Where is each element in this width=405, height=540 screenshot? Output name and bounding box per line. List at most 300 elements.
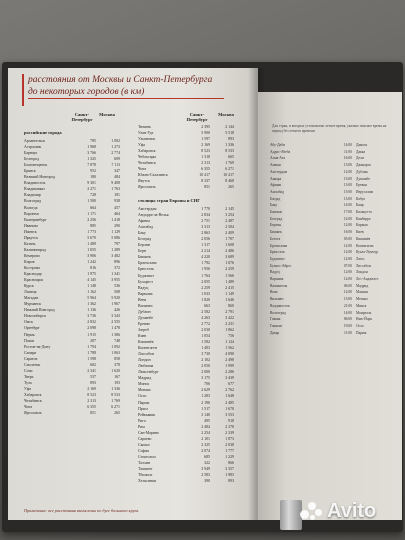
distance-spb: 2 834 (201, 213, 210, 218)
city-name: Иркутск (24, 235, 38, 240)
distance-spb: 8 523 (201, 149, 210, 154)
city-name: Вильнюс (270, 297, 284, 302)
title-line-1: расстояния от Москвы и Санкт-Петербурга (28, 75, 213, 85)
city-name: Белград (138, 237, 152, 242)
distance-spb: 1 171 (87, 211, 96, 216)
city-name: Мурманск (24, 302, 42, 307)
time-row (270, 249, 396, 256)
city-name: Бухарест (138, 279, 153, 284)
local-time: 16:00 (343, 230, 352, 235)
city-name: Ереван (138, 321, 150, 326)
right-page-intro: Для стран, в которых установлено летнее время, указано поясное время на период без летнего времени (272, 124, 387, 133)
distance-msk: 2 378 (225, 424, 234, 429)
local-time: 16:00 (343, 156, 352, 161)
distance-msk: 1 670 (225, 406, 234, 411)
city-name: Монако (138, 388, 151, 393)
distance-msk: 1 562 (225, 346, 234, 351)
distance-msk: 457 (114, 205, 120, 210)
city-name: Новосибирск (24, 314, 47, 319)
city-name: Уфа (138, 143, 146, 148)
distance-spb: 1 242 (87, 259, 96, 264)
distance-msk: 10 417 (223, 173, 234, 178)
city-name: Дублин (138, 309, 151, 314)
distance-spb: 1 788 (87, 350, 96, 355)
distance-spb: 10 417 (199, 173, 210, 178)
distance-spb: 1 975 (87, 272, 96, 277)
city-name-2: Кишинёв (356, 236, 371, 241)
distance-spb: 1 055 (87, 247, 96, 252)
city-name: Осло (138, 394, 147, 399)
city-name: Копенгаген (138, 346, 157, 351)
distance-msk: 5 518 (225, 131, 234, 136)
distance-spb: 2 772 (201, 321, 210, 326)
distance-msk: 1 336 (225, 143, 234, 148)
distance-msk: 2 791 (225, 309, 234, 314)
distance-msk: 2 774 (111, 151, 120, 156)
distance-spb: 3 313 (201, 225, 210, 230)
city-name: Курск (24, 284, 34, 289)
city-name: Киров (24, 259, 35, 264)
distance-spb: 3 140 (201, 412, 210, 417)
distance-msk: 2 762 (225, 388, 234, 393)
distance-spb: 1 770 (201, 207, 210, 211)
time-row (270, 323, 396, 330)
col-header-msk-2: Москва (218, 112, 234, 117)
city-name: Брюссель (270, 250, 285, 255)
distance-spb: 663 (204, 303, 210, 308)
time-row (270, 169, 396, 176)
distance-spb: 1 500 (87, 199, 96, 204)
distance-spb: 1 598 (87, 356, 96, 361)
distance-msk: 893 (228, 137, 234, 142)
city-name: Вадуц (138, 285, 149, 290)
time-row (270, 289, 396, 296)
distance-spb: 322 (204, 460, 210, 465)
russian-cities-list-2 (138, 124, 234, 191)
city-name: Люблина (138, 364, 154, 369)
time-row (270, 303, 396, 310)
city-name: Брюссель (138, 267, 155, 272)
local-time: 12:00 (343, 243, 352, 248)
distance-msk: 2 145 (225, 207, 234, 211)
distance-msk: 1 489 (225, 279, 234, 284)
city-name: Южно-Сахалинск (138, 173, 168, 178)
distance-msk: 3 357 (225, 467, 234, 472)
city-name: Краснодар (24, 272, 42, 277)
distance-spb: 2 050 (201, 364, 210, 369)
distance-msk: 1 129 (111, 229, 120, 234)
distance-msk: 8 533 (111, 392, 120, 397)
distance-spb: 1 325 (87, 157, 96, 162)
city-name-2: Каракас (356, 223, 369, 228)
city-name: Богота (270, 236, 281, 241)
city-name: Хабаровск (138, 149, 156, 154)
city-name-2: Нью-Йорк (356, 317, 373, 322)
distance-msk: 1 862 (225, 327, 234, 332)
city-name: Ижевск (24, 229, 37, 234)
city-name-2: Калькутта (356, 210, 372, 215)
local-time: 06:00 (343, 283, 352, 288)
time-row (270, 256, 396, 263)
city-name: Душанбе (138, 315, 154, 320)
left-page (8, 68, 258, 520)
distance-msk: 8 533 (225, 149, 234, 154)
local-time: 12:00 (343, 169, 352, 174)
col-header-spb-2: Санкт-Петербург (186, 112, 208, 122)
col-header-spb: Санкт-Петербург (71, 112, 93, 122)
local-time: 12:00 (343, 216, 352, 221)
time-row (270, 189, 396, 196)
distance-spb: 2 101 (201, 436, 210, 441)
city-name: Вологда (24, 205, 38, 210)
city-name: Амман (270, 163, 281, 168)
distance-spb: 3 175 (201, 376, 210, 381)
distance-msk: 347 (114, 169, 120, 174)
distance-msk: 2 339 (225, 430, 234, 435)
distance-spb: 1 915 (87, 332, 96, 337)
section-europe-capitals: столицы стран Европы и СНГ (138, 198, 201, 203)
local-time: 13:00 (343, 176, 352, 181)
distance-msk: 508 (114, 290, 120, 295)
distance-msk: 1 873 (225, 436, 234, 441)
distance-spb: 893 (90, 380, 96, 385)
city-name: Владикавказ (24, 187, 45, 192)
local-time: 14:00 (343, 143, 352, 147)
distance-spb: 2 196 (201, 400, 210, 405)
city-name: Вильнюс (138, 303, 154, 308)
distance-spb: 2 030 (201, 327, 210, 332)
time-row (270, 296, 396, 303)
distance-spb: 2 582 (201, 309, 210, 314)
distance-spb: 1 054 (201, 333, 210, 338)
distance-msk: 665 (228, 155, 234, 160)
city-name: Тюмень (138, 125, 152, 129)
distance-msk: 1 478 (111, 326, 120, 331)
distance-msk: 1 620 (111, 368, 120, 373)
distance-spb: 2 169 (201, 143, 210, 148)
city-name: Чита (138, 167, 147, 172)
distance-spb: 1 317 (201, 243, 210, 248)
table-row (138, 184, 234, 190)
distance-msk: 2 231 (225, 321, 234, 326)
distance-msk: 1 124 (225, 340, 234, 345)
russian-cities-list (24, 138, 120, 416)
distance-spb: 3 730 (201, 352, 210, 357)
distance-msk: 2 498 (225, 358, 234, 363)
distance-msk: 893 (228, 479, 234, 484)
title-line-2: до некоторых городов (в км) (28, 86, 224, 99)
city-name: Саратов (24, 356, 38, 361)
city-name-2: Дели (356, 156, 364, 161)
city-name: Варшава (138, 291, 153, 296)
city-name: Гавана (270, 317, 281, 322)
distance-spb: 1 033 (201, 291, 210, 296)
city-name-2: Париж (356, 330, 367, 335)
distance-msk: 484 (114, 175, 120, 180)
time-row (270, 216, 396, 223)
distance-msk: 1 002 (111, 139, 120, 143)
distance-msk: 426 (114, 308, 120, 313)
city-name-2: Джакарта (356, 163, 371, 168)
distance-msk: 866 (228, 460, 234, 465)
distance-spb: 4 263 (201, 315, 210, 320)
distance-msk: 797 (114, 241, 120, 246)
city-name: Барнаул (24, 151, 38, 156)
city-name-2: Лагос (356, 256, 365, 261)
distance-msk: 1 676 (225, 261, 234, 266)
city-name: София (138, 448, 149, 453)
distance-msk: 7 113 (111, 163, 120, 168)
city-name: Вадуц (270, 270, 280, 275)
local-time: 13:00 (343, 163, 352, 168)
distance-spb: 851 (204, 185, 210, 190)
city-name: Кемерово (24, 253, 41, 258)
city-name: Ульяновск (138, 137, 156, 142)
distance-spb: 1 764 (201, 273, 210, 278)
distance-msk: 938 (114, 199, 120, 204)
city-name: Алма-Ата (270, 156, 286, 161)
distance-spb: 7 878 (87, 163, 96, 168)
city-name: Волгоград (24, 199, 42, 204)
distance-msk: 372 (114, 265, 120, 270)
distance-spb: 1 362 (87, 302, 96, 307)
city-name-2: Лондон (356, 270, 368, 275)
distance-spb: 2 271 (87, 187, 96, 192)
city-name: Екатеринбург (24, 217, 47, 222)
city-name: Будапешт (138, 273, 154, 278)
city-name: Афины (138, 219, 150, 224)
city-name: Дакар (270, 330, 280, 335)
city-name-2: Канберра (356, 216, 371, 221)
city-name-2: Манила (356, 290, 369, 295)
city-name: Владивосток (24, 181, 46, 186)
distance-msk: 918 (228, 418, 234, 423)
city-name: Вена (138, 297, 147, 302)
bookmark-ribbon (280, 500, 302, 530)
local-time: 14:00 (343, 310, 352, 315)
distance-msk: 2 555 (111, 320, 120, 325)
distance-spb: 5 964 (87, 296, 96, 301)
footnote: Примечание: все расстояния вычислены по дуге большого круга. (24, 508, 140, 513)
distance-spb: 390 (204, 479, 210, 484)
distance-spb: 3 949 (201, 467, 210, 472)
table-row (24, 410, 120, 416)
distance-msk: 3 689 (225, 255, 234, 260)
distance-spb: 1 403 (201, 346, 210, 351)
city-name: Иваново (24, 223, 39, 228)
local-time: 17:00 (343, 210, 352, 215)
distance-msk: 858 (114, 356, 120, 361)
local-time: 12:00 (343, 270, 352, 275)
distance-spb: 180 (90, 175, 96, 180)
distance-msk: 2 415 (225, 285, 234, 290)
distance-spb: 1 148 (87, 284, 96, 289)
distance-msk: 1 229 (225, 454, 234, 459)
distance-spb: 287 (90, 338, 96, 343)
city-name-2: Мадрид (356, 283, 369, 288)
distance-msk: 1 386 (111, 332, 120, 337)
city-name-2: Ереван (356, 183, 367, 188)
distance-spb: 1 820 (201, 297, 210, 302)
distance-msk: 265 (228, 185, 234, 190)
distance-spb: 2 341 (87, 368, 96, 373)
distance-msk: 1 967 (111, 302, 120, 307)
distance-spb: 1 136 (87, 308, 96, 313)
city-name: Омск (24, 320, 33, 325)
city-name: Астрахань (24, 145, 42, 150)
distance-msk: 748 (114, 338, 120, 343)
distance-spb: 728 (90, 193, 96, 198)
distance-msk: 167 (114, 374, 120, 379)
distance-spb: 2 259 (201, 285, 210, 290)
city-name: Рейкьявик (138, 412, 156, 417)
city-name: Будапешт (270, 256, 285, 261)
time-row (270, 176, 396, 183)
distance-spb: 6 355 (87, 405, 96, 410)
city-name: Владимир (24, 193, 41, 198)
distance-spb: 1 318 (201, 155, 210, 160)
city-name: Челябинск (138, 161, 156, 166)
distance-spb: 664 (90, 205, 96, 210)
distance-spb: 1 517 (201, 406, 210, 411)
city-name: Киев (138, 333, 147, 338)
city-name: Вена (270, 290, 278, 295)
city-name: Люксембург (138, 370, 159, 375)
city-name: Псков (24, 338, 35, 343)
distance-spb: 3 906 (87, 253, 96, 258)
distance-spb: 706 (204, 382, 210, 387)
distance-msk: 1 341 (111, 272, 120, 277)
distance-msk: 2 259 (225, 267, 234, 272)
time-row (270, 202, 396, 209)
avito-watermark (300, 500, 376, 523)
city-name: Чита (24, 405, 33, 410)
distance-spb: 2 484 (201, 424, 210, 429)
distance-spb: 2 395 (201, 125, 210, 129)
time-row (270, 330, 396, 337)
city-name: Бишкек (270, 230, 282, 235)
city-name: Вашингтон (270, 283, 288, 288)
city-name: Скопье (138, 442, 150, 447)
section-russian-cities: российские города (24, 130, 62, 135)
city-name: Ташкент (138, 467, 153, 472)
city-name-2: Дамаск (356, 143, 368, 147)
distance-msk: 6 271 (225, 167, 234, 172)
distance-msk: 3 955 (111, 278, 120, 283)
city-name-2: Дублин (356, 169, 368, 174)
distance-msk: 1 273 (111, 145, 120, 150)
distance-spb: 9 301 (87, 181, 96, 186)
distance-spb: 952 (90, 169, 96, 174)
city-name: Владивосток (270, 303, 290, 308)
city-name: Париж (138, 400, 150, 405)
city-name: Таллин (138, 460, 151, 465)
city-name: Аддис-Абеба (270, 149, 291, 154)
distance-spb: 682 (90, 362, 96, 367)
avito-wordmark: Avito (327, 500, 377, 522)
distance-msk: 3 439 (225, 376, 234, 381)
distance-spb: 885 (90, 223, 96, 228)
distance-msk: 2 409 (225, 231, 234, 236)
city-name: Сан-Марино (138, 430, 159, 435)
city-name: Варшава (270, 277, 284, 282)
distance-spb: 2 751 (201, 219, 210, 224)
city-name: Самара (24, 350, 37, 355)
col-header-msk: Москва (99, 112, 115, 117)
distance-spb: 2 056 (201, 237, 210, 242)
distance-spb: 495 (204, 418, 210, 423)
distance-spb: 1 489 (87, 241, 96, 246)
distance-msk: 1 769 (111, 399, 120, 404)
city-name: Лондон (138, 358, 151, 363)
distance-msk: 2 504 (225, 225, 234, 230)
city-name: Белград (270, 216, 283, 221)
city-name: Тула (24, 380, 32, 385)
city-name: Лиссабон (138, 352, 154, 357)
distance-spb: 3 736 (87, 314, 96, 319)
city-name-2: Киев (356, 230, 364, 235)
city-name: Амстердам (270, 169, 288, 174)
time-row (270, 243, 396, 250)
city-name: Братислава (270, 243, 288, 248)
distance-msk: 2 486 (225, 249, 234, 254)
local-time: 11:00 (343, 149, 352, 154)
city-name: Гонконг (270, 323, 283, 328)
local-time: 13:00 (343, 297, 352, 302)
city-name: Магадан (24, 296, 39, 301)
distance-spb: 1 794 (87, 344, 96, 349)
city-name: Ашхабад (138, 225, 154, 230)
distance-spb: 2 325 (201, 442, 210, 447)
distance-spb: 2 256 (87, 217, 96, 222)
time-row (270, 263, 396, 270)
local-time: 07:00 (343, 263, 352, 268)
city-name: Баку (138, 231, 146, 236)
distance-msk: 677 (228, 382, 234, 387)
distance-msk: 6 271 (111, 405, 120, 410)
distance-spb: 3 766 (87, 151, 96, 156)
city-name: Красноярск (24, 278, 44, 283)
distance-msk: 464 (114, 211, 120, 216)
distance-spb: 1 582 (201, 340, 210, 345)
distance-spb: 2 055 (201, 279, 210, 284)
city-name: Мадрид (138, 376, 152, 381)
distance-spb: 2 583 (201, 473, 210, 478)
distance-msk: 1 648 (225, 394, 234, 399)
local-time: 12:00 (343, 290, 352, 295)
city-name: Ростов-на-Дону (24, 344, 51, 349)
city-name-2: Кабул (356, 196, 366, 201)
city-name: Загреб (138, 327, 149, 332)
time-row (270, 162, 396, 169)
table-row (138, 478, 234, 484)
city-name: Тверь (24, 374, 34, 379)
city-name: Липецк (24, 290, 37, 295)
distance-msk: 1 983 (225, 473, 234, 478)
city-name: Берлин (270, 223, 282, 228)
city-name: Хельсинки (138, 479, 157, 484)
distance-spb: 8 523 (87, 392, 96, 397)
local-time: 14:00 (343, 203, 352, 208)
distance-spb: 2 102 (201, 358, 210, 363)
distance-msk: 290 (114, 223, 120, 228)
time-zone-list (270, 142, 396, 336)
page-title (22, 74, 224, 106)
city-name: Баку (270, 203, 278, 208)
city-name-2: Лос-Анджелес (356, 277, 379, 282)
city-name: Берн (138, 249, 146, 254)
city-name: Хабаровск (24, 392, 42, 397)
